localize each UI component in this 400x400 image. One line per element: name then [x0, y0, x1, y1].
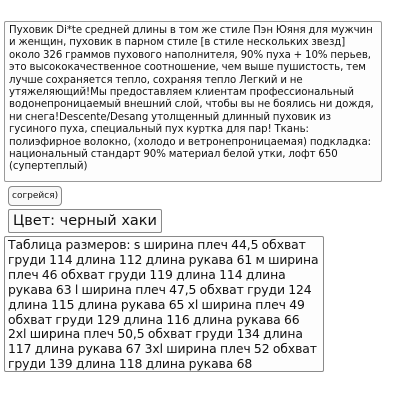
option-chip[interactable] [8, 186, 62, 206]
color-label: Цвет: черный хаки [13, 213, 157, 229]
size-table-text: Таблица размеров: s ширина плеч 44,5 обхват груди 114 длина 112 длина рукава 61 м ширина плеч 46 обхват груди 119 длина 114 длина рукава 63 l ширина плеч 47,5 обхват груди 124 длина 115 длина рукава 65 xl ширина плеч 49 обхват груди 129 длина 116 длина рукава 66 2xl ширина плеч 50,5 обхват груди 134 длина 117 длина рукава 67 3xl ширина плеч 52 обхват груди 139 длина 118 длина рукава 68 [8, 237, 319, 372]
color-label-box [8, 209, 162, 233]
size-table-box [4, 236, 324, 372]
product-description-text: Пуховик Di*te средней длины в том же стиле Пэн Юяня для мужчин и женщин, пуховик в парном стиле [в стиле нескольких звезд] около 326 граммов пухового наполнителя, 90% пуха + 10% перьев, это высококачественное соотношение, чем выше пушистость, тем лучше сохраняется тепло, сохраняя тепло Легкий и не утяжеляющий!Мы предоставляем клиентам профессиональный водонепроницаемый внешний слой, чтобы вы не боялись ни дождя, ни снега!Descente/Desang утолщенный длинный пуховик из гусиного пуха, специальный пух куртка для пар! Ткань: полиэфирное волокно, (холодо и ветронепроницаемая) подкладка: национальный стандарт 90% материал белой утки, лофт 650 (супертеплый) [9, 25, 374, 173]
product-description-box [4, 21, 382, 182]
option-chip-label: согрейся) [12, 191, 59, 201]
